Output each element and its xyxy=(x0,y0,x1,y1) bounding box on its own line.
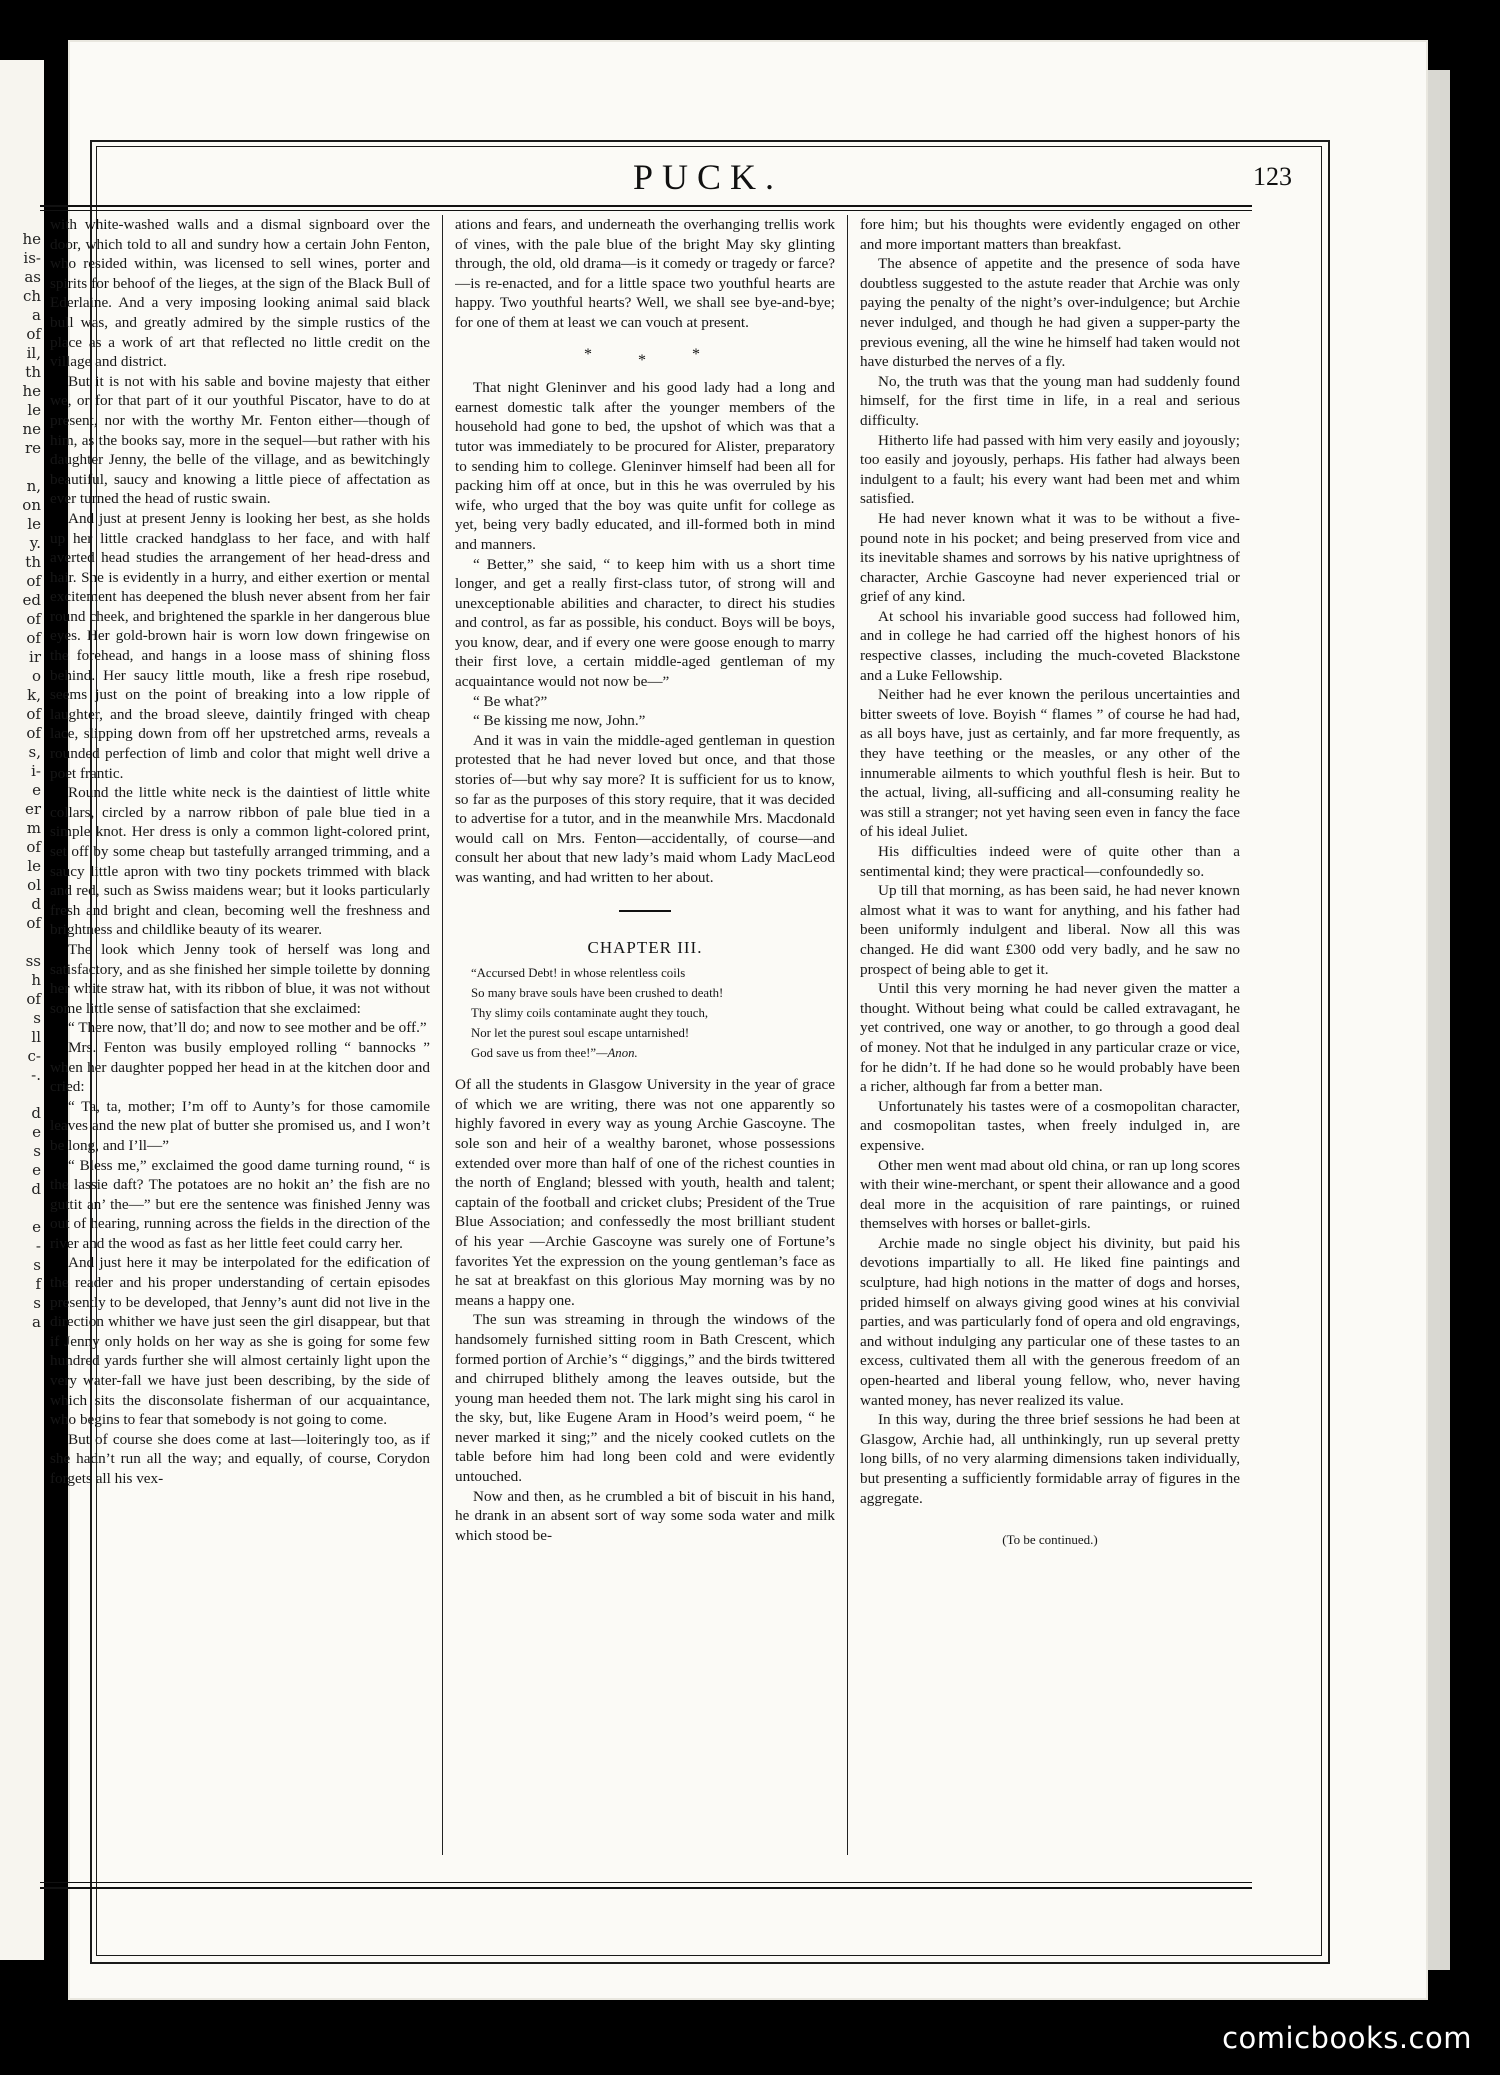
body-paragraph: And it was in vain the middle-aged gentleman in question protested that he had never loved but once, and that those stories of—but why say more? It is sufficient for us to know, so far as the purposes of this story require, that it was decided to advertise for a tutor, and in the meanwhile Mrs. Macdonald would call on Mrs. Fenton—accidentally, of course—and consult her about that new lady’s maid whom Lady MacLeod was wanting, and had written to her about. xyxy=(455,731,835,886)
previous-page-fragment: y. xyxy=(29,534,41,552)
body-paragraph: But it is not with his sable and bovine majesty that either we, or for that part of it our youthful Piscator, have to do at present, nor with the worthy Mr. Fenton either—though of him, as the books say, more in the sequel—but rather with his daughter Jenny, the belle of the village, and as bewitchingly beautiful, saucy and knowing a little piece of affectation as ever turned the head of rustic swain. xyxy=(50,372,430,508)
previous-page-fragment: of xyxy=(26,572,41,590)
body-paragraph: The look which Jenny took of herself was long and satisfactory, and as she finished her simple toilette by donning her white straw hat, with its ribbon of blue, it was not without some little sense of satisfaction that she exclaimed: xyxy=(50,940,430,1017)
previous-page-fragment: c- xyxy=(27,1047,41,1065)
previous-page-fragment: th xyxy=(25,553,41,571)
previous-page-fragment: o xyxy=(31,667,41,685)
previous-page-fragment xyxy=(0,458,44,477)
epigraph-line-last xyxy=(471,1043,835,1063)
body-paragraph: Archie made no single object his divinity, but paid his devotions impartially to all. He liked fine paintings and sculpture, had high notions in the matter of dogs and horses, prided himself on always giving good wines at his convivial parties, and was particularly fond of opera and old engravings, and without indulging any particular one of these tastes to an excess, cultivated them all with the generous freedom of an open-hearted and liberal young fellow, who, never having wanted money, has never realized its value. xyxy=(860,1234,1240,1409)
body-paragraph: with white-washed walls and a dismal signboard over the door, which told to all and sundry how a certain John Fenton, who resided within, was licensed to sell wines, porter and spirits for behoof of the lieges, at the sign of the Black Bull of Ederlaine. And a very imposing looking animal said black bull was, and greatly admired by the simple rustics of the place as a work of art that reflected no little credit on the village and district. xyxy=(50,216,430,371)
previous-page-fragment: n, xyxy=(26,477,41,495)
epigraph-attribution: —Anon. xyxy=(596,1046,638,1061)
body-paragraph: Round the little white neck is the daintiest of little white collars, circled by a narrow ribbon of pale blue tied in a simple knot. Her dress is only a common light-colored print, set off by some cheap but tastefully arranged trimming, and a saucy little apron with two tiny pockets trimmed with black and red, such as Swiss maidens wear; but it looks particularly fresh and bright and clean, becoming well the freshness and brightness and childlike beauty of its wearer. xyxy=(50,784,430,939)
site-watermark: comicbooks.com xyxy=(1222,2021,1472,2055)
body-paragraph: “ There now, that’ll do; and now to see mother and be off.” xyxy=(68,1019,427,1037)
body-paragraph: Now and then, as he crumbled a bit of biscuit in his hand, he drank in an absent sort of way some soda water and milk which stood be- xyxy=(455,1487,835,1544)
previous-page-fragment: of xyxy=(26,990,41,1008)
column-2-middle-text xyxy=(455,378,835,887)
previous-page-fragment: a xyxy=(32,306,41,324)
chapter-epigraph xyxy=(455,963,835,1063)
header-rule-thin xyxy=(40,210,1252,211)
previous-page-fragment: a xyxy=(32,1313,41,1331)
body-paragraph: And just here it may be interpolated for the edification of the reader and his proper understanding of certain episodes presently to be developed, that Jenny’s aunt did not live in the direction whither we have just seen the girl disappear, but that if Jenny only holds on her way as she is going for some few hundred yards further she will almost certainly light upon the very water-fall we have just been describing, by the side of which sits the disconsolate fisherman of our acquaintance, who begins to fear that somebody is not going to come. xyxy=(50,1254,430,1429)
footer-rule xyxy=(40,1887,1252,1889)
previous-page-fragment: il, xyxy=(26,344,41,362)
previous-page-fragment: - xyxy=(35,1237,41,1255)
epigraph-line: Thy slimy coils contaminate aught they touch, xyxy=(471,1006,709,1021)
previous-page-fragment: of xyxy=(26,914,41,932)
body-paragraph: That night Gleninver and his good lady had a long and earnest domestic talk after the younger members of the household had gone to bed, the upshot of which was that a tutor was immediately to be procured for Alister, preparatory to sending him to college. Gleninver himself had been all for packing him off at once, but in this he was overruled by his wife, who urged that the boy was quite unfit for college as yet, being very badly educated, and ill-formed both in mind and manners. xyxy=(455,379,835,553)
previous-page-fragment: s xyxy=(33,1256,41,1274)
column-3-text xyxy=(860,215,1240,1508)
to-be-continued-note: (To be continued.) xyxy=(1002,1532,1098,1548)
epigraph-line: God save us from thee!” xyxy=(471,1046,597,1061)
body-paragraph: No, the truth was that the young man had suddenly found himself, for the first time in life, in a real and serious difficulty. xyxy=(860,372,1240,429)
body-paragraph: Hitherto life had passed with him very easily and joyously; too easily and joyously, perhaps. His father had always been indulgent to a fault; his every want had been met and whim satisfied. xyxy=(860,431,1240,508)
previous-page-fragment: i- xyxy=(31,762,41,780)
body-paragraph: Until this very morning he had never given the matter a thought. Without being what could be called extravagant, he yet contrived, one way or another, to go through a good deal of money. Not that he indulged in any particular craze or vice, for he didn’t. If he had done so he would probably have been a richer, although far from a better man. xyxy=(860,980,1240,1096)
body-paragraph: “ Ta, ta, mother; I’m off to Aunty’s for those camomile leaves and the new plat of butter she promised us, and I won’t be long, and I’ll—” xyxy=(50,1097,430,1154)
chapter-title: CHAPTER III. xyxy=(587,937,703,957)
footer-rule-thin xyxy=(40,1882,1252,1883)
previous-page-fragment: of xyxy=(26,705,41,723)
previous-page-fragment: ll xyxy=(31,1028,41,1046)
body-paragraph: “ Be what?” xyxy=(473,692,548,710)
previous-page-fragment: is- xyxy=(23,249,41,267)
previous-page-fragment: ol xyxy=(27,876,41,894)
previous-page-fragment: f xyxy=(35,1275,41,1293)
text-column-2 xyxy=(455,215,835,1855)
previous-page-fragment: th xyxy=(25,363,41,381)
column-2-chapter-text xyxy=(455,1075,835,1545)
previous-page-fragment: s xyxy=(33,1009,41,1027)
column-divider xyxy=(442,215,443,1855)
body-paragraph: Unfortunately his tastes were of a cosmopolitan character, and cosmopolitan tastes, when freely indulged in, are expensive. xyxy=(860,1097,1240,1154)
previous-page-fragment: le xyxy=(27,857,41,875)
previous-page-fragment: on xyxy=(22,496,41,514)
previous-page-fragment xyxy=(0,1199,44,1218)
previous-page-fragment: -. xyxy=(31,1066,41,1084)
previous-page-edge xyxy=(0,60,44,1960)
body-paragraph: Mrs. Fenton was busily employed rolling “ bannocks ” when her daughter popped her head in at the kitchen door and cried: xyxy=(50,1038,430,1096)
previous-page-fragment xyxy=(0,1085,44,1104)
star-mark: * xyxy=(692,345,706,363)
previous-page-fragment: re xyxy=(24,439,41,457)
previous-page-fragment: er xyxy=(24,800,41,818)
previous-page-fragment: m xyxy=(26,819,41,837)
epigraph-line: So many brave souls have been crushed to death! xyxy=(471,986,724,1001)
previous-page-fragment: k, xyxy=(27,686,41,704)
star-mark: * xyxy=(584,345,598,363)
previous-page-fragment: as xyxy=(24,268,41,286)
previous-page-fragment: ed xyxy=(22,591,41,609)
previous-page-fragment: e xyxy=(32,1218,41,1236)
previous-page-fragment: ss xyxy=(25,952,41,970)
masthead-title: PUCK. xyxy=(632,157,784,197)
body-paragraph: Other men went mad about old china, or ran up long scores with their wine-merchant, or spent their allowance and a good deal more in the acquisition of rare paintings, or ruined themselves with horses or ballet-girls. xyxy=(860,1156,1240,1233)
previous-page-fragment: d xyxy=(31,1180,41,1198)
page-number: 123 xyxy=(1253,162,1292,191)
previous-page-fragment: ch xyxy=(22,287,41,305)
body-paragraph: He had never known what it was to be without a five-pound note in his pocket; and being preserved from vice and its inevitable shames and sorrows by his native uprightness of character, Archie Gascoyne had never experienced trial or grief of any kind. xyxy=(860,509,1240,606)
previous-page-fragment: of xyxy=(26,724,41,742)
column-divider xyxy=(847,215,848,1855)
body-paragraph: In this way, during the three brief sessions he had been at Glasgow, Archie had, all unthinkingly, run up several pretty long bills, of no very alarming dimensions taken individually, but presenting a sufficiently formidable array of figures in the aggregate. xyxy=(860,1411,1240,1507)
text-column-1 xyxy=(50,215,430,1855)
body-paragraph: But of course she does come at last—loiteringly too, as if she hadn’t run all the way; and equally, of course, Corydon forgets all his vex- xyxy=(50,1430,430,1487)
star-mark: * xyxy=(638,351,652,369)
body-paragraph: At school his invariable good success had followed him, and in college he had carried off the highest honors of his respective classes, including the much-coveted Blackstone and a Luke Fellowship. xyxy=(860,607,1240,684)
previous-page-fragment xyxy=(0,933,44,952)
epigraph-line: Nor let the purest soul escape untarnished! xyxy=(471,1026,690,1041)
previous-page-fragment: le xyxy=(27,401,41,419)
previous-page-fragment: ir xyxy=(29,648,41,666)
previous-page-fragment: of xyxy=(26,325,41,343)
chapter-separator-rule xyxy=(619,910,671,912)
epigraph-line: “Accursed Debt! in whose relentless coils xyxy=(471,966,686,981)
body-paragraph: “ Bless me,” exclaimed the good dame turning round, “ is the lassie daft? The potatoes are no hokit an’ the fish are no guttit an’ the—” but ere the sentence was finished Jenny was out of hearing, running across the fields in the direction of the river and the wood as fast as her little feet could carry her. xyxy=(50,1156,430,1252)
previous-page-fragment: e xyxy=(32,1123,41,1141)
previous-page-fragment: le xyxy=(27,515,41,533)
body-paragraph: Neither had he ever known the perilous uncertainties and bitter sweets of love. Boyish “ flames ” of course he had had, as all boys have, just as certainly, and far more frequently, as they have teething or the measles, or any other of the innumerable ailments to which youthful flesh is heir. But to the actual, living, all-sufficing and all-consuming reality he was still a stranger; not yet having seen even in fancy the face of his ideal Juliet. xyxy=(860,686,1240,841)
previous-page-fragment: h xyxy=(31,971,41,989)
previous-page-fragment: he xyxy=(22,230,41,248)
body-paragraph: fore him; but his thoughts were evidently engaged on other and more important matters than breakfast. xyxy=(860,216,1240,253)
previous-page-fragment: e xyxy=(32,1161,41,1179)
text-column-3 xyxy=(860,215,1240,1855)
previous-page-fragment: he xyxy=(22,382,41,400)
body-paragraph: Of all the students in Glasgow University in the year of grace of which we are writing, there was not one apparently so highly favored in every way as young Archie Gascoyne. The sole son and heir of a wealthy baronet, whose possessions extended over more than half of one of the richest counties in the north of England; blessed with youth, health and talent; captain of the football and cricket clubs; President of the True Blue Association; and confessedly the most brilliant student of his year —Archie Gascoyne was surely one of Fortune’s favorites Yet the expression on the young gentleman’s face as he sat at breakfast on this glorious May morning was by no means a happy one. xyxy=(455,1076,835,1309)
masthead xyxy=(96,152,1320,202)
header-rule xyxy=(40,205,1252,207)
body-paragraph: And just at present Jenny is looking her best, as she holds up her little cracked handglass to her face, and with half averted head studies the arrangement of her head-dress and hair. She is evidently in a hurry, and either exertion or mental excitement has deepened the blush never absent from her fair round cheek, and brightened the sparkle in her dangerous blue eyes. Her gold-brown hair is worn low down fringewise on the forehead, and hangs in a loose mass of shining floss behind. Her saucy little mouth, like a fresh ripe rosebud, seems just on the point of breaking into a low ripple of laughter, and the broad sleeve, daintily fringed with cheap lace, slipping down from off her upstretched arms, reveals a rounded perfection of limb and color that might well drive a poet frantic. xyxy=(50,509,430,782)
body-paragraph: His difficulties indeed were of quite other than a sentimental kind; they were practical—confoundedly so. xyxy=(860,843,1240,880)
previous-page-fragment: s, xyxy=(28,743,41,761)
previous-page-fragment: d xyxy=(31,1104,41,1122)
column-2-opening-text xyxy=(455,215,835,333)
previous-page-fragment: of xyxy=(26,629,41,647)
page-edge-shadow xyxy=(1428,70,1450,1970)
body-paragraph: The absence of appetite and the presence of soda have doubtless suggested to the astute reader that Archie was only paying the penalty of the night’s over-indulgence; but Archie never indulged, and though he had given a supper-party the previous evening, all the wine he himself had taken would not have disturbed the nerves of a fly. xyxy=(860,255,1240,371)
previous-page-fragment: s xyxy=(33,1294,41,1312)
previous-page-fragment: d xyxy=(31,895,41,913)
body-paragraph: Up till that morning, as has been said, he had never known almost what it was to want for anything, and his father had been uniformly indulgent and liberal. Now all this was changed. He did want £300 odd very badly, and he saw no prospect of being able to get it. xyxy=(860,882,1240,978)
previous-page-fragment: e xyxy=(32,781,41,799)
previous-page-fragment: of xyxy=(26,838,41,856)
previous-page-fragment: s xyxy=(33,1142,41,1160)
previous-page-fragment: ne xyxy=(22,420,41,438)
body-paragraph: The sun was streaming in through the windows of the handsomely furnished sitting room in Bath Crescent, which formed portion of Archie’s “ diggings,” and the birds twittered and chirruped blithely among the leaves outside, but the young man heeded them not. The lark might sing his carol in the sky, but, like Eugene Aram in Hood’s weird poem, “ he never marked it sing;” and the nicely cooked cutlets on the table before him had long been cold and were evidently untouched. xyxy=(455,1311,835,1486)
previous-page-fragment: of xyxy=(26,610,41,628)
body-paragraph: ations and fears, and underneath the overhanging trellis work of vines, with the pale blue of the bright May sky glinting through, the old, old drama—is it comedy or tragedy or farce?—is re-enacted, and for a little space two youthful hearts are happy. Two youthful hearts? Well, we shall see bye-and-bye; for one of them at least we can vouch at present. xyxy=(455,216,835,331)
body-paragraph: “ Be kissing me now, John.” xyxy=(473,712,646,730)
body-paragraph: “ Better,” she said, “ to keep him with us a short time longer, and get a really first-class tutor, of strong will and unexceptionable abilities and character, to direct his studies and control, as far as possible, his conduct. Boys will be boys, you know, dear, and if every one were goose enough to marry their first love, a certain middle-aged gentleman of my acquaintance would not now be—” xyxy=(455,555,835,691)
section-break-stars xyxy=(455,345,835,369)
